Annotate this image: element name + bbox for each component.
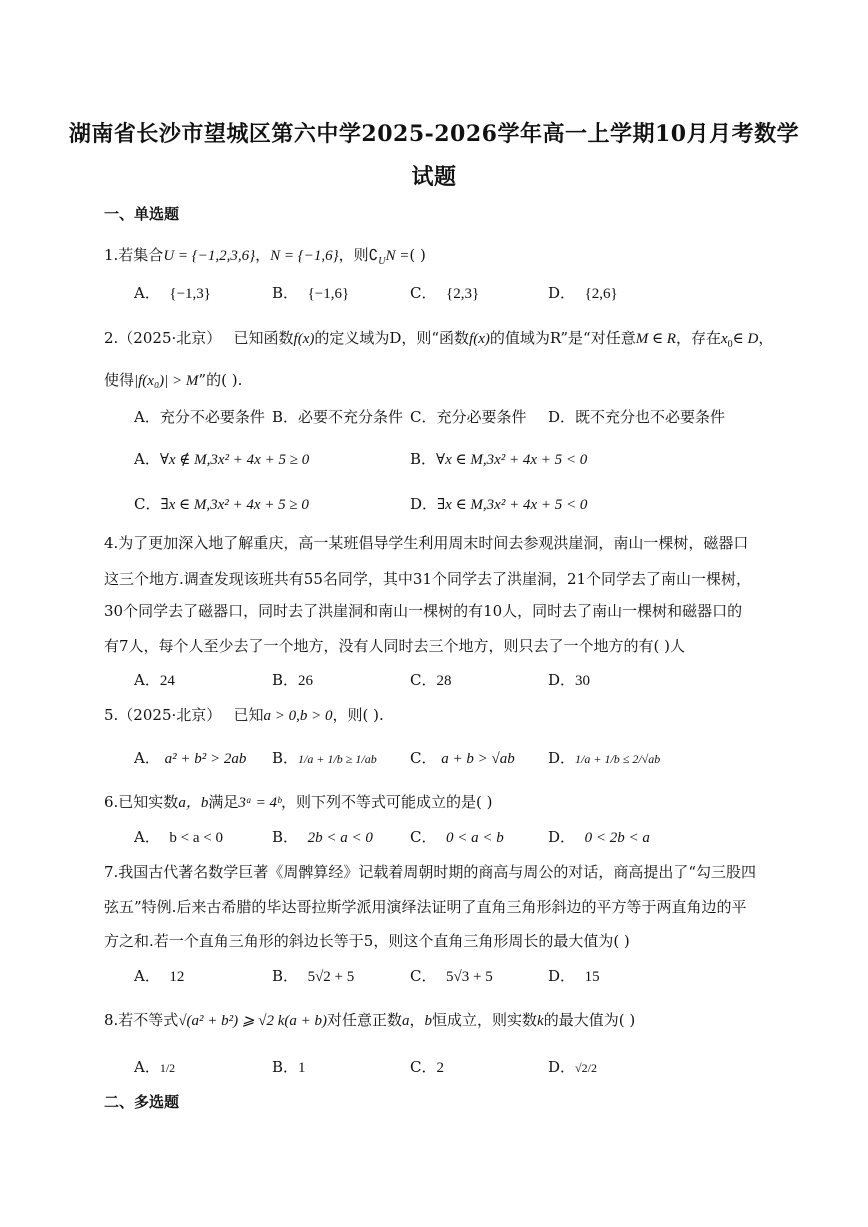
q8-option-a: A．1/2 xyxy=(134,1058,176,1076)
q6-option-c: C． 0 < a < b xyxy=(410,828,504,846)
q6-option-a: A． b < a < 0 xyxy=(134,828,223,846)
q5-option-d: D．1/a + 1/b ≤ 2/√ab xyxy=(548,749,661,767)
q4-option-b: B．26 xyxy=(272,671,314,689)
question-6-stem: 6.已知实数a，b满足3ᵃ = 4ᵇ，则下列不等式可能成立的是( ) xyxy=(104,793,493,811)
answer-paren: ( ) xyxy=(409,246,426,264)
question-text: 1.若集合 xyxy=(104,246,164,264)
question-8-stem: 8.若不等式√(a² + b²) ⩾ √2 k(a + b)对任意正数a，b恒成立，则实数k的最大值为( ) xyxy=(104,1011,636,1029)
page-title-line2: 试题 xyxy=(411,164,457,190)
question-4-line1: 4.为了更加深入地了解重庆，高一某班倡导学生利用周末时间去参观洪崖洞，南山一棵树，磁器口 xyxy=(104,534,749,552)
q2-option-d: D．既不充分也不必要条件 xyxy=(548,408,726,426)
q7-option-d: D． 15 xyxy=(548,967,600,985)
math-subscript: U xyxy=(378,256,386,267)
q2-option-b: B．必要不充分条件 xyxy=(272,408,404,426)
q1-option-a: A． {−1,3} xyxy=(134,284,211,302)
q4-option-a: A．24 xyxy=(134,671,175,689)
q8-option-b: B．1 xyxy=(272,1058,306,1076)
question-2-stem: 2.（2025·北京） 已知函数f(x)的定义域为D，则“函数f(x)的值域为R”是“对任意M ∈ R，存在$x_0\in$ D， xyxy=(104,329,774,350)
q1-option-d: D． {2,6} xyxy=(548,284,618,302)
math-expr: N = {−1,6} xyxy=(270,248,339,264)
q3-option-d: D．∃x ∈ M,3x² + 4x + 5 < 0 xyxy=(410,495,588,513)
q2-option-c: C．充分必要条件 xyxy=(410,408,527,426)
q7-option-b: B． 5√2 + 5 xyxy=(272,967,355,985)
question-1-stem xyxy=(104,245,772,272)
complement-symbol: ∁ xyxy=(368,248,379,264)
q5-option-a: A． a² + b² > 2ab xyxy=(134,749,247,767)
q4-option-d: D．30 xyxy=(548,671,591,689)
question-5-stem: 5.（2025·北京） 已知a > 0,b > 0，则( ). xyxy=(104,706,384,724)
q8-option-c: C．2 xyxy=(410,1058,444,1076)
q4-option-c: C．28 xyxy=(410,671,452,689)
q3-option-c: C．∃x ∈ M,3x² + 4x + 5 ≥ 0 xyxy=(134,495,309,513)
q8-option-d: D．√2/2 xyxy=(548,1058,597,1076)
section-heading-single-choice: 一、单选题 xyxy=(104,205,180,223)
question-4-line4: 有7人，每个人至少去了一个地方，没有人同时去三个地方，则只去了一个地方的有( )人 xyxy=(104,637,686,655)
question-4-line3: 30个同学去了磁器口，同时去了洪崖洞和南山一棵树的有10人，同时去了南山一棵树和磁器口的 xyxy=(104,602,743,620)
section-heading-multiple-choice: 二、多选题 xyxy=(104,1093,180,1111)
q5-option-b: B．1/a + 1/b ≥ 1/ab xyxy=(272,749,377,767)
q1-option-c: C． {2,3} xyxy=(410,284,480,302)
page-title: 湖南省长沙市望城区第六中学2025-2026学年高一上学期10月月考数学 xyxy=(68,121,800,147)
question-text: ，则 xyxy=(338,246,369,264)
q7-option-c: C． 5√3 + 5 xyxy=(410,967,493,985)
q6-option-b: B． 2b < a < 0 xyxy=(272,828,373,846)
math-expr: N = xyxy=(385,248,410,264)
q3-option-a: A．∀x ∉ M,3x² + 4x + 5 ≥ 0 xyxy=(134,450,310,468)
question-7-line2: 弦五”特例.后来古希腊的毕达哥拉斯学派用演绎法证明了直角三角形斜边的平方等于两直角边的平 xyxy=(104,898,747,916)
question-2-stem-line2: 使得|f(x₀)| > M”的( ). xyxy=(104,371,243,389)
question-7-line3: 方之和.若一个直角三角形的斜边长等于5，则这个直角三角形周长的最大值为( ) xyxy=(104,932,630,950)
question-7-line1: 7.我国古代著名数学巨著《周髀算经》记载着周朝时期的商高与周公的对话，商高提出了“勾三股四 xyxy=(104,863,756,881)
q7-option-a: A． 12 xyxy=(134,967,185,985)
q5-option-c: C． a + b > √ab xyxy=(410,749,515,767)
question-4-line2: 这三个地方.调查发现该班共有55名同学，其中31个同学去了洪崖洞，21个同学去了南山一棵树， xyxy=(104,570,752,588)
q2-option-a: A．充分不必要条件 xyxy=(134,408,265,426)
math-expr: U = {−1,2,3,6} xyxy=(163,248,256,264)
question-text: ， xyxy=(255,246,271,264)
q1-option-b: B． {−1,6} xyxy=(272,284,350,302)
q6-option-d: D． 0 < 2b < a xyxy=(548,828,650,846)
q3-option-b: B．∀x ∈ M,3x² + 4x + 5 < 0 xyxy=(410,450,588,468)
